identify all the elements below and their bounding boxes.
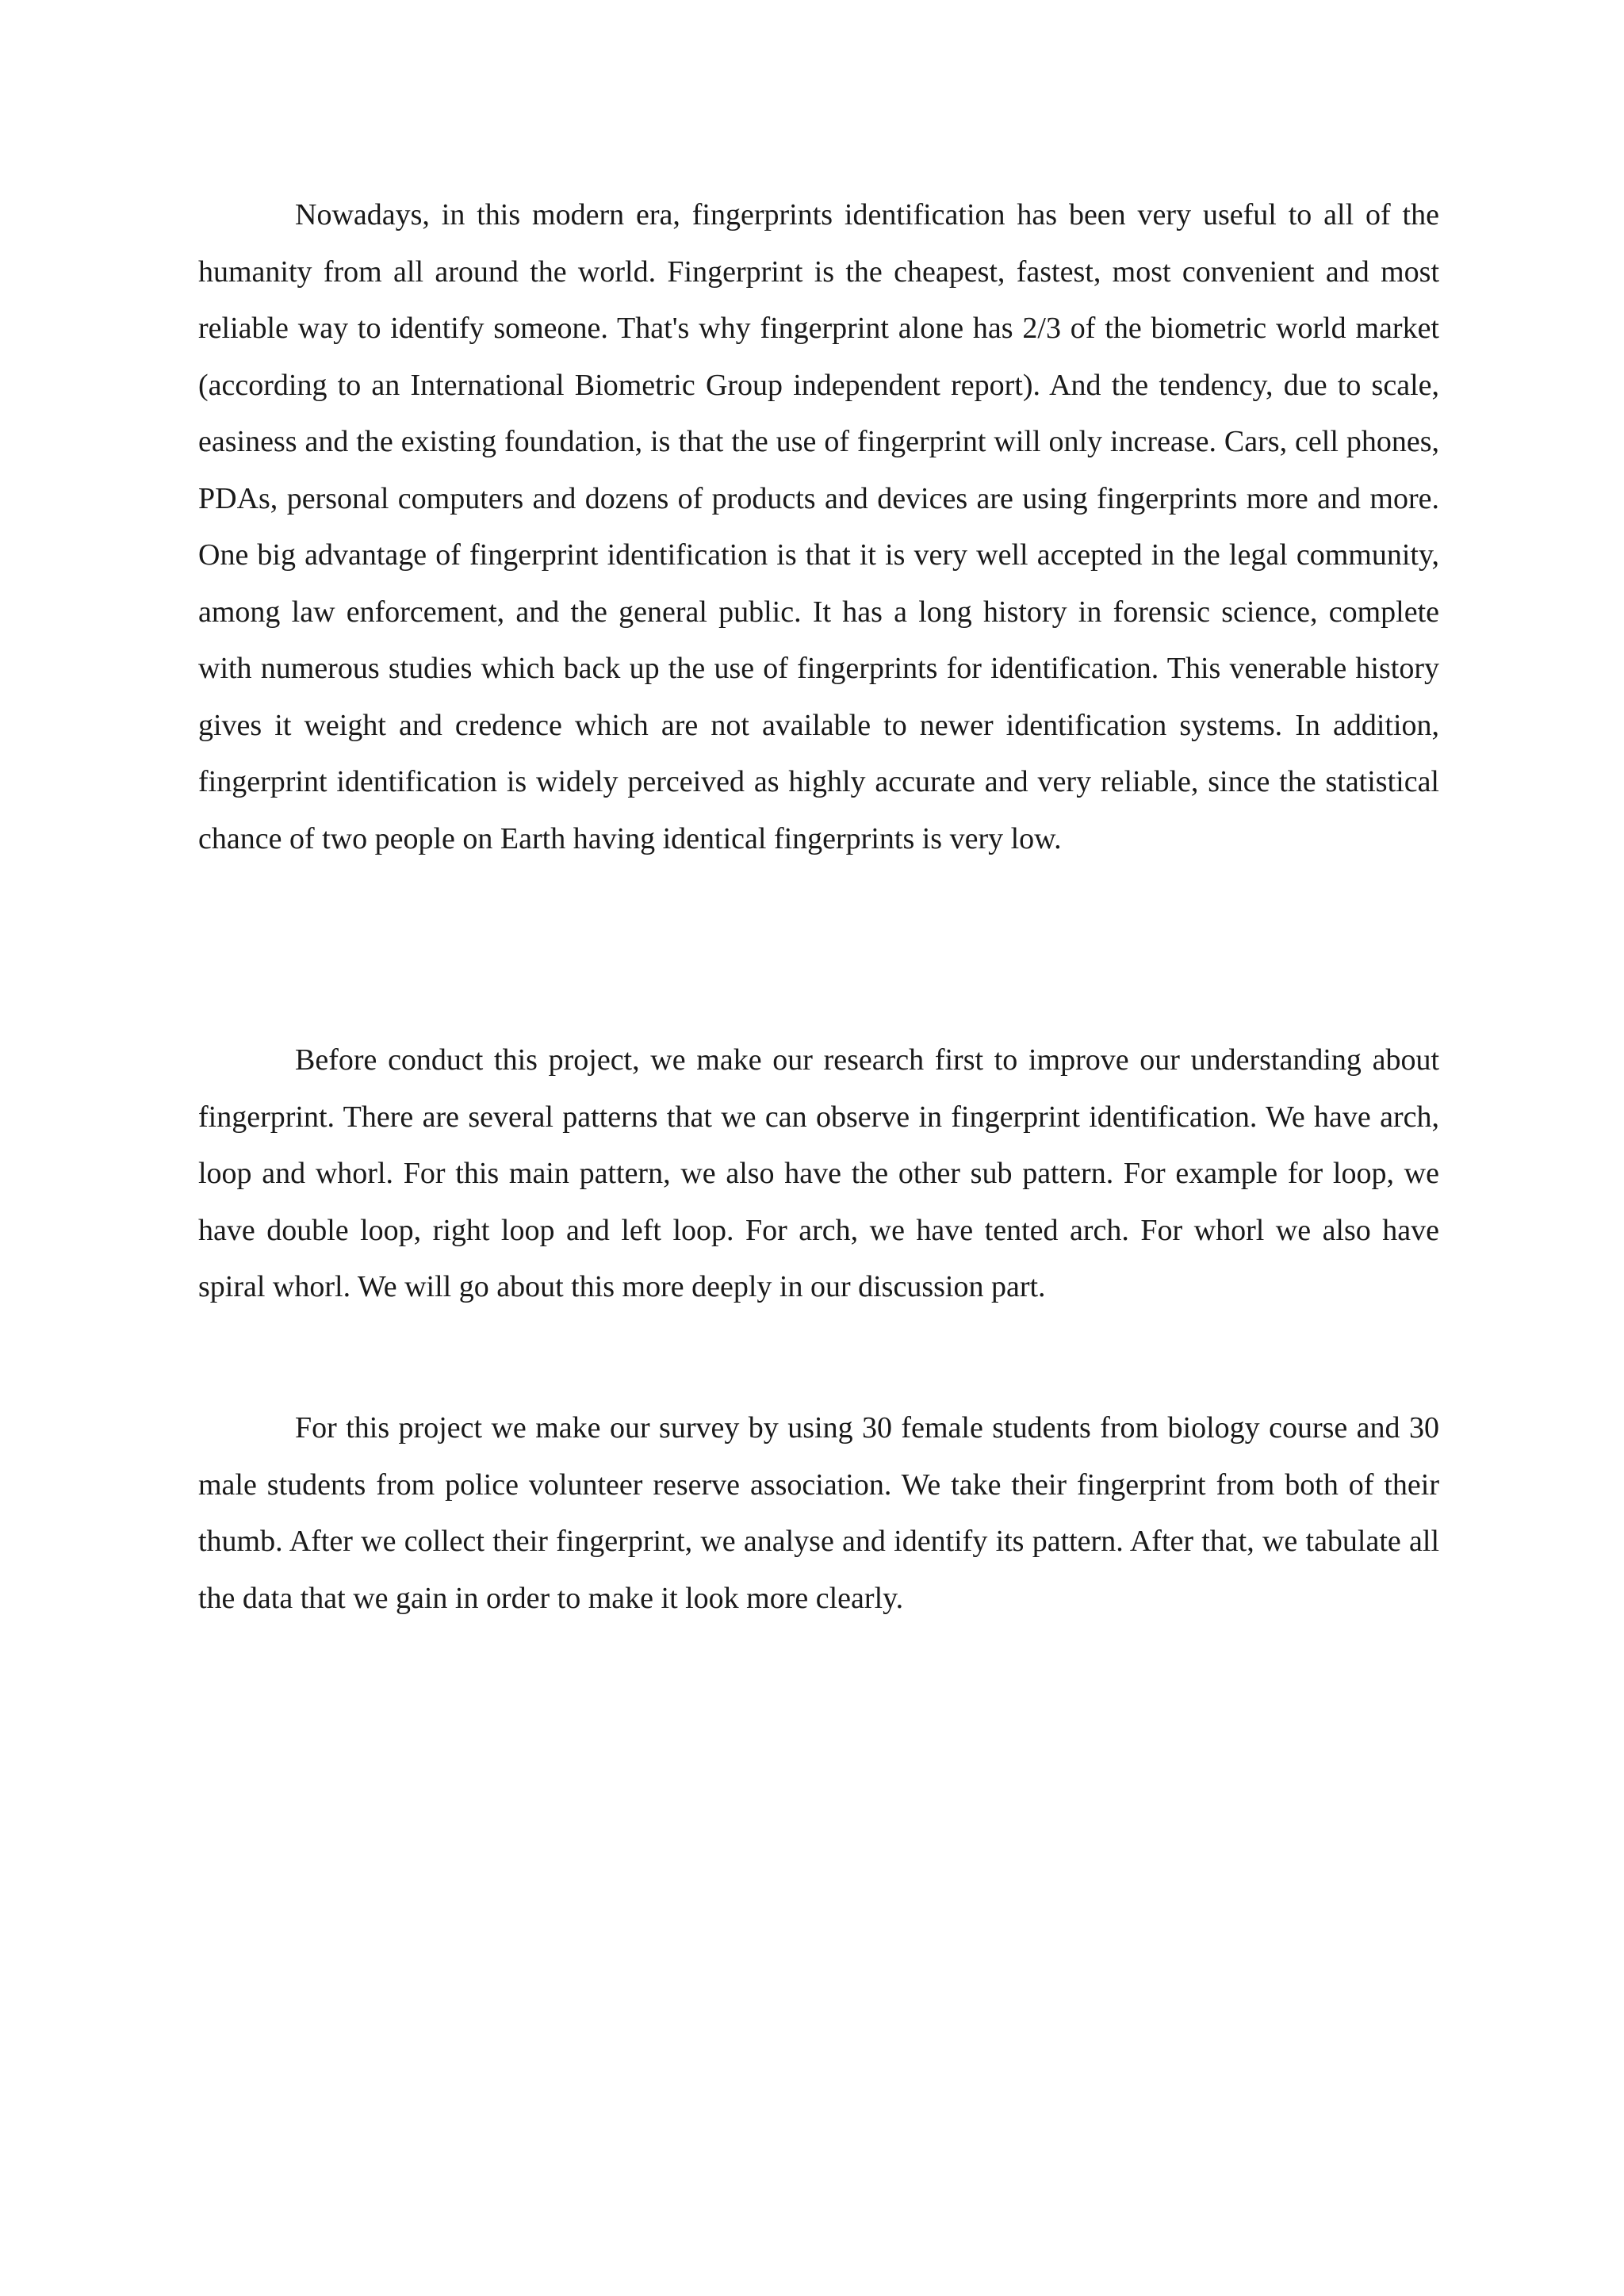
paragraph-introduction: Nowadays, in this modern era, fingerprints identification has been very useful to all of the humanity from all around the world. Fingerprint is the cheapest, fastest, most convenient and most reliable way to identify someone. That's why fingerprint alone has 2/3 of the biometric world market (according to an International Biometric Group independent report). And the tendency, due to scale, easiness and the existing foundation, is that the use of fingerprint will only increase. Cars, cell phones, PDAs, personal computers and dozens of products and devices are using fingerprints more and more. One big advantage of fingerprint identification is that it is very well accepted in the legal community, among law enforcement, and the general public. It has a long history in forensic science, complete with numerous studies which back up the use of fingerprints for identification. This venerable history gives it weight and credence which are not available to newer identification systems. In addition, fingerprint identification is widely perceived as highly accurate and very reliable, since the statistical chance of two people on Earth having identical fingerprints is very low.: [198, 198, 1439, 855]
paragraph-research: Before conduct this project, we make our research first to improve our understanding about fingerprint. There are several patterns that we can observe in fingerprint identification. We have arch, loop and whorl. For this main pattern, we also have the other sub pattern. For example for loop, we have double loop, right loop and left loop. For arch, we have tented arch. For whorl we also have spiral whorl. We will go about this more deeply in our discussion part.: [198, 1043, 1439, 1303]
paragraph-survey: For this project we make our survey by using 30 female students from biology course and 30 male students from police volunteer reserve association. We take their fingerprint from both of their thumb. After we collect their fingerprint, we analyse and identify its pattern. After that, we tabulate all the data that we gain in order to make it look more clearly.: [198, 1411, 1439, 1615]
